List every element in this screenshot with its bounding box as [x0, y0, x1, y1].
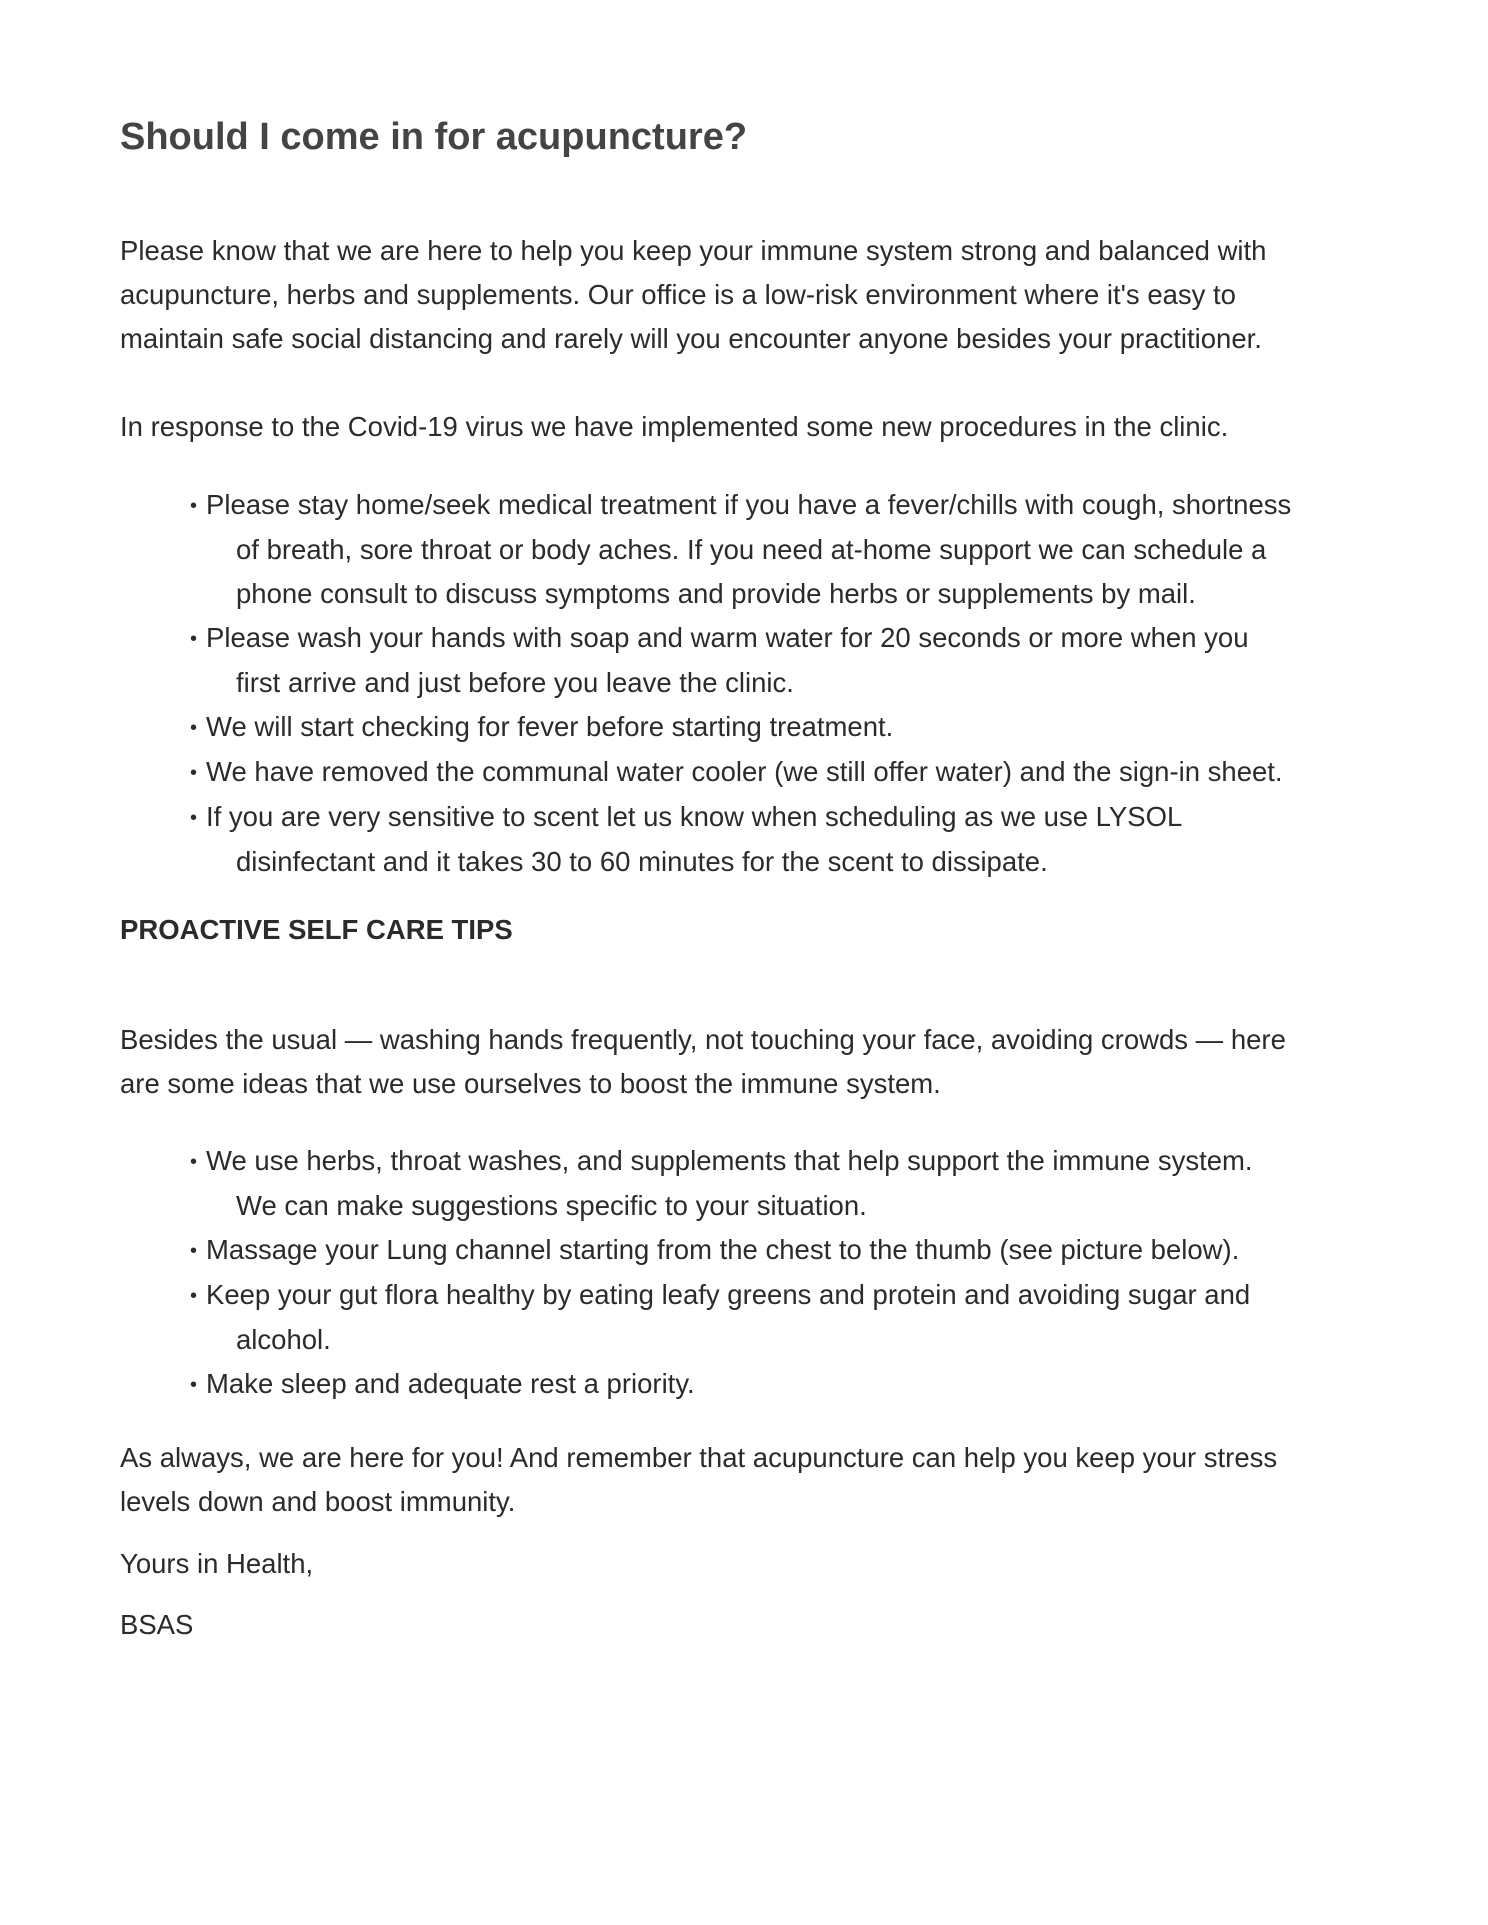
closing-line: As always, we are here for you! And remember that acupuncture can help you keep your stress	[120, 1442, 1278, 1473]
sign-off: Yours in Health,	[120, 1548, 314, 1579]
list-item-continuation: first arrive and just before you leave the clinic.	[236, 667, 794, 698]
list-item	[190, 483, 1380, 616]
bullet-icon: •	[190, 807, 198, 829]
intro-line: maintain safe social distancing and rarely will you encounter anyone besides your practitioner.	[120, 323, 1262, 354]
list-item	[190, 616, 1380, 705]
bullet-icon: •	[190, 495, 198, 517]
intro-line: acupuncture, herbs and supplements. Our office is a low-risk environment where it's easy to	[120, 279, 1236, 310]
tips-intro-paragraph	[120, 1018, 1380, 1106]
signature: BSAS	[120, 1609, 194, 1640]
procedures-list	[190, 483, 1380, 884]
list-item	[190, 1362, 1380, 1407]
tips-list	[190, 1139, 1380, 1407]
list-item-continuation: disinfectant and it takes 30 to 60 minutes for the scent to dissipate.	[236, 846, 1048, 877]
tips-intro-line: Besides the usual — washing hands frequently, not touching your face, avoiding crowds — here	[120, 1024, 1286, 1055]
list-item-text: Please stay home/seek medical treatment if you have a fever/chills with cough, shortness	[206, 489, 1292, 520]
list-item-continuation: phone consult to discuss symptoms and provide herbs or supplements by mail.	[236, 578, 1196, 609]
bullet-icon: •	[190, 628, 198, 650]
list-item-continuation: We can make suggestions specific to your situation.	[236, 1190, 867, 1221]
list-item-text: If you are very sensitive to scent let us know when scheduling as we use LYSOL	[206, 801, 1183, 832]
intro-line: Please know that we are here to help you keep your immune system strong and balanced with	[120, 235, 1267, 266]
closing-line: levels down and boost immunity.	[120, 1486, 516, 1517]
tips-intro-line: are some ideas that we use ourselves to boost the immune system.	[120, 1068, 941, 1099]
closing-paragraph	[120, 1436, 1380, 1524]
bullet-icon: •	[190, 1374, 198, 1396]
bullet-icon: •	[190, 762, 198, 784]
list-item	[190, 795, 1380, 884]
list-item	[190, 1139, 1380, 1228]
list-item	[190, 1228, 1380, 1273]
response-paragraph: In response to the Covid-19 virus we have implemented some new procedures in the clinic.	[120, 411, 1229, 442]
bullet-icon: •	[190, 717, 198, 739]
list-item-text: Keep your gut flora healthy by eating leafy greens and protein and avoiding sugar and	[206, 1279, 1251, 1310]
list-item-text: Massage your Lung channel starting from the chest to the thumb (see picture below).	[206, 1234, 1240, 1265]
list-item	[190, 750, 1380, 795]
section-heading: PROACTIVE SELF CARE TIPS	[120, 914, 513, 945]
list-item-text: We will start checking for fever before starting treatment.	[206, 711, 894, 742]
list-item	[190, 1273, 1380, 1362]
intro-paragraph	[120, 229, 1380, 361]
list-item-continuation: alcohol.	[236, 1324, 331, 1355]
list-item-text: Make sleep and adequate rest a priority.	[206, 1368, 695, 1399]
list-item-text: We use herbs, throat washes, and supplements that help support the immune system.	[206, 1145, 1253, 1176]
bullet-icon: •	[190, 1240, 198, 1262]
bullet-icon: •	[190, 1151, 198, 1173]
page-title: Should I come in for acupuncture?	[120, 116, 748, 158]
list-item	[190, 705, 1380, 750]
list-item-text: We have removed the communal water cooler (we still offer water) and the sign-in sheet.	[206, 756, 1283, 787]
bullet-icon: •	[190, 1285, 198, 1307]
list-item-text: Please wash your hands with soap and warm water for 20 seconds or more when you	[206, 622, 1249, 653]
list-item-continuation: of breath, sore throat or body aches. If you need at-home support we can schedule a	[236, 534, 1267, 565]
